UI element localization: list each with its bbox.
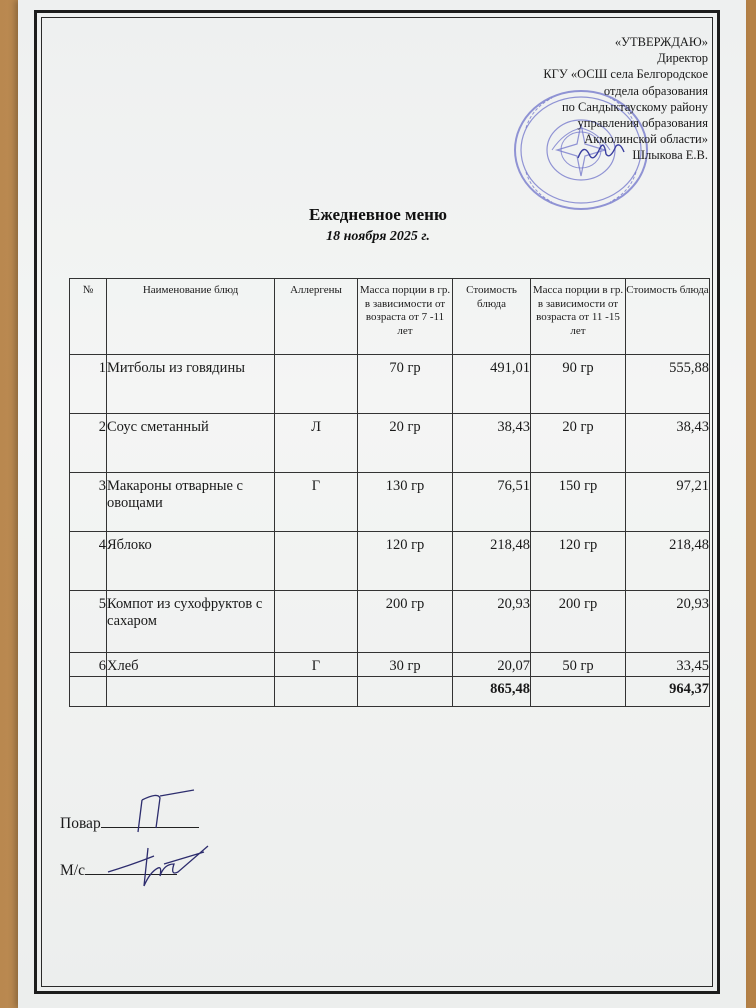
row-dish-name: Компот из сухофруктов с сахаром — [107, 591, 275, 653]
row-cost-11-15: 20,93 — [626, 591, 710, 653]
row-cost-11-15: 33,45 — [626, 653, 710, 677]
row-mass-7-11: 200 гр — [358, 591, 453, 653]
approval-line: управления образования — [577, 116, 708, 131]
approval-line: КГУ «ОСШ села Белгородское — [543, 67, 708, 82]
total-empty-cell — [275, 677, 358, 707]
row-mass-7-11: 20 гр — [358, 414, 453, 473]
row-dish-name: Митболы из говядины — [107, 355, 275, 414]
cook-label: Повар — [60, 815, 101, 832]
row-dish-name: Яблоко — [107, 532, 275, 591]
header-allergens: Аллергены — [275, 279, 358, 355]
table-total-row — [70, 677, 710, 707]
total-empty-cell — [70, 677, 107, 707]
total-cost-7-11: 865,48 — [453, 677, 531, 707]
menu-table — [69, 278, 710, 707]
table-row — [70, 355, 710, 414]
total-empty-cell — [107, 677, 275, 707]
row-mass-11-15: 150 гр — [531, 473, 626, 532]
table-row — [70, 532, 710, 591]
header-num: № — [70, 279, 107, 355]
row-cost-7-11: 491,01 — [453, 355, 531, 414]
row-mass-11-15: 90 гр — [531, 355, 626, 414]
row-cost-11-15: 38,43 — [626, 414, 710, 473]
row-num: 4 — [70, 532, 107, 591]
total-empty-cell — [358, 677, 453, 707]
row-allergen: Г — [275, 653, 358, 677]
cook-signature — [130, 788, 200, 836]
row-cost-11-15: 555,88 — [626, 355, 710, 414]
menu-date: 18 ноября 2025 г. — [326, 229, 430, 244]
row-dish-name: Макароны отварные с овощами — [107, 473, 275, 532]
row-allergen — [275, 355, 358, 414]
header-dish-name: Наименование блюд — [107, 279, 275, 355]
row-num: 6 — [70, 653, 107, 677]
row-mass-11-15: 50 гр — [531, 653, 626, 677]
approval-line: Акмолинской области» — [584, 132, 708, 147]
row-num: 2 — [70, 414, 107, 473]
table-row — [70, 473, 710, 532]
table-row — [70, 653, 710, 677]
header-mass-11-15: Масса порции в гр. в зависимости от возраста от 11 -15 лет — [531, 279, 626, 355]
director-signature — [574, 138, 628, 164]
row-num: 1 — [70, 355, 107, 414]
row-cost-7-11: 20,07 — [453, 653, 531, 677]
nurse-signature — [104, 842, 214, 892]
row-mass-7-11: 130 гр — [358, 473, 453, 532]
header-cost-7-11: Стоимость блюда — [453, 279, 531, 355]
row-mass-11-15: 20 гр — [531, 414, 626, 473]
row-cost-11-15: 97,21 — [626, 473, 710, 532]
header-mass-7-11: Масса порции в гр. в зависимости от возраста от 7 -11 лет — [358, 279, 453, 355]
row-mass-11-15: 200 гр — [531, 591, 626, 653]
total-cost-11-15: 964,37 — [626, 677, 710, 707]
table-row — [70, 414, 710, 473]
row-dish-name: Соус сметанный — [107, 414, 275, 473]
row-allergen — [275, 532, 358, 591]
row-mass-7-11: 70 гр — [358, 355, 453, 414]
row-allergen: Л — [275, 414, 358, 473]
row-num: 5 — [70, 591, 107, 653]
row-allergen — [275, 591, 358, 653]
row-cost-7-11: 20,93 — [453, 591, 531, 653]
row-mass-7-11: 30 гр — [358, 653, 453, 677]
header-cost-11-15: Стоимость блюда — [626, 279, 710, 355]
approval-line: «УТВЕРЖДАЮ» — [614, 35, 708, 49]
row-cost-11-15: 218,48 — [626, 532, 710, 591]
table-header-row — [70, 279, 710, 355]
row-allergen: Г — [275, 473, 358, 532]
row-num: 3 — [70, 473, 107, 532]
row-mass-11-15: 120 гр — [531, 532, 626, 591]
approval-line: Директор — [657, 51, 708, 66]
row-dish-name: Хлеб — [107, 653, 275, 677]
row-cost-7-11: 38,43 — [453, 414, 531, 473]
approval-line: Шлыкова Е.В. — [632, 148, 708, 163]
row-cost-7-11: 218,48 — [453, 532, 531, 591]
total-empty-cell — [531, 677, 626, 707]
nurse-label: М/с — [60, 862, 85, 879]
row-mass-7-11: 120 гр — [358, 532, 453, 591]
row-cost-7-11: 76,51 — [453, 473, 531, 532]
page-title: Ежедневное меню — [309, 205, 447, 224]
approval-line: по Сандыктаускому району — [561, 99, 708, 114]
table-row — [70, 591, 710, 653]
approval-line: отдела образования — [603, 83, 708, 98]
